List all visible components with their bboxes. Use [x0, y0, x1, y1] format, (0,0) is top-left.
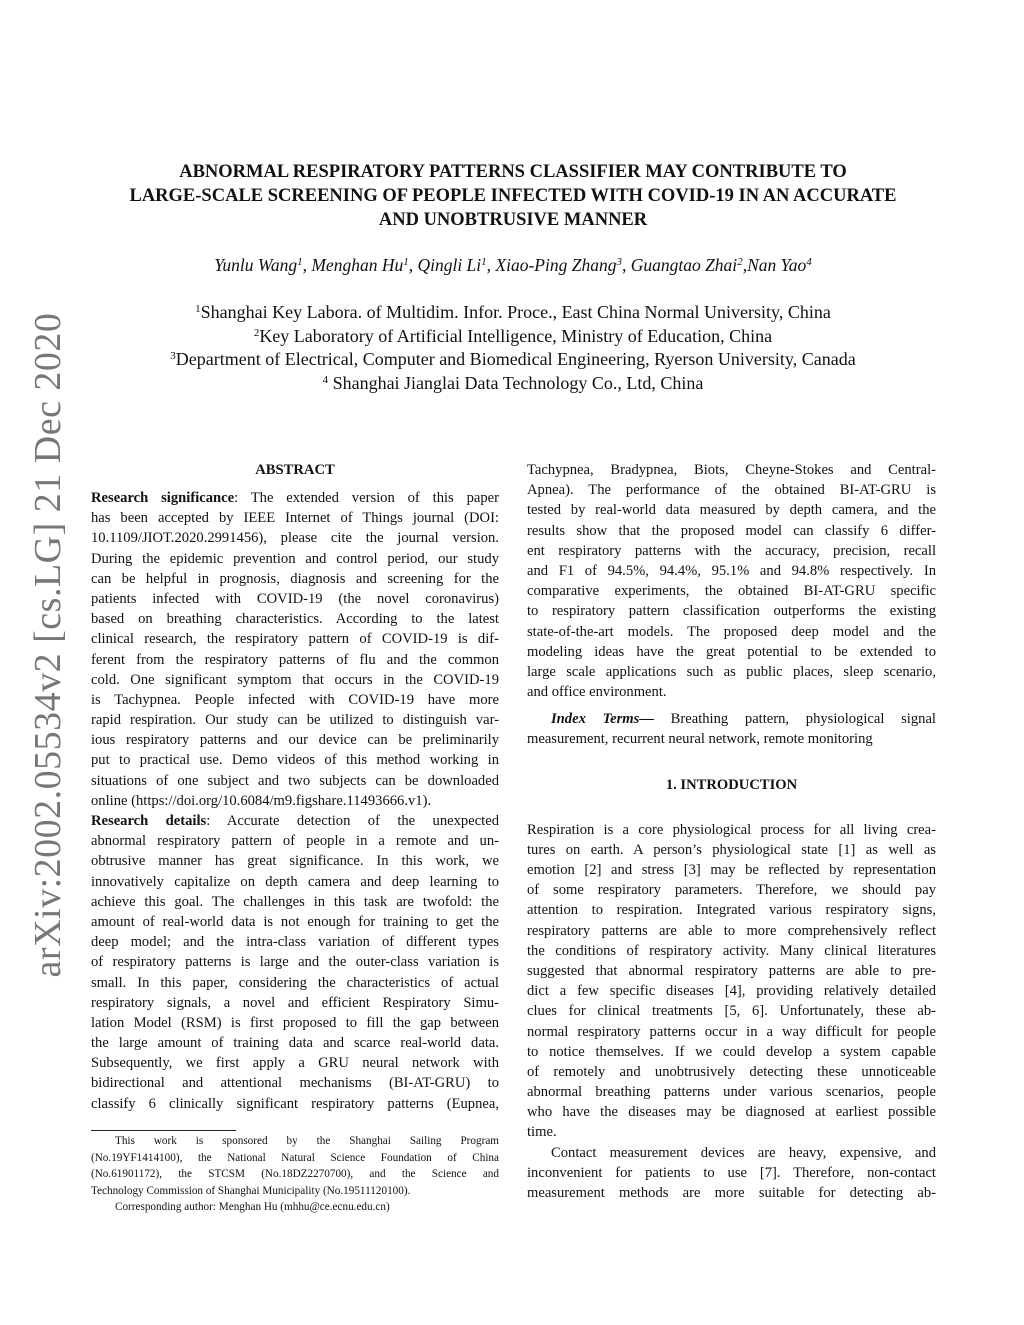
- text-line: suggested that abnormal respiratory patterns are able to pre-: [527, 962, 936, 979]
- text-line: tested by real-world data measured by depth camera, and the: [527, 502, 936, 519]
- author-name: Nan Yao: [747, 255, 807, 275]
- text-line: situations of one subject and two subjects can be downloaded: [91, 772, 499, 789]
- text-line: attention to respiration. Integrated various respiratory signs,: [527, 902, 936, 919]
- author-name: Menghan Hu: [311, 255, 404, 275]
- text-line: large scale applications such as public places, sleep scenario,: [527, 663, 936, 680]
- footnote-line: (No.19YF1414100), the National Natural Science Foundation of China: [91, 1151, 499, 1164]
- text-line: inconvenient for patients to use [7]. Therefore, non-contact: [527, 1164, 936, 1181]
- abstract-significance: [91, 488, 499, 811]
- text-line: to respiratory pattern classification outperforms the existing: [527, 603, 936, 620]
- introduction-paragraph-1: [527, 820, 936, 1143]
- text-line: modeling ideas have the great potential to be extended to: [527, 643, 936, 660]
- affiliation-text: Department of Electrical, Computer and Biomedical Engineering, Ryerson University, Canada: [175, 349, 856, 369]
- text-line: dict a few specific diseases [4], providing relatively detailed: [527, 983, 936, 1000]
- text-line: Apnea). The performance of the obtained BI-AT-GRU is: [527, 482, 936, 499]
- text-line: normal respiratory patterns occur in a way difficult for people: [527, 1023, 936, 1040]
- author-affil-mark: 4: [806, 256, 812, 268]
- significance-label: Research significance: [91, 490, 235, 506]
- text-line: based on breathing characteristics. According to the latest: [91, 611, 499, 628]
- title-line: AND UNOBTRUSIVE MANNER: [378, 210, 648, 230]
- introduction-paragraph-2: [527, 1143, 936, 1204]
- author-affil-mark: 2: [737, 256, 743, 268]
- introduction-heading: 1. INTRODUCTION: [665, 776, 798, 793]
- author-affil-mark: 1: [481, 256, 487, 268]
- text-line: to notice themselves. If we could develop a system capable: [527, 1043, 936, 1060]
- text-line: measurement, recurrent neural network, remote monitoring: [527, 731, 873, 748]
- text-line: and F1 of 94.5%, 94.4%, 95.1% and 94.8% respectively. In: [527, 562, 936, 579]
- affiliation: [80, 372, 946, 396]
- footnote-line: This work is sponsored by the Shanghai Sailing Program: [115, 1135, 499, 1147]
- text-line: of some respiratory parameters. Therefore, we should pay: [527, 882, 936, 899]
- text-line: abnormal breathing patterns under various scenarios, people: [527, 1084, 936, 1101]
- author-separator: ,: [408, 255, 418, 275]
- text-line: ious respiratory patterns and our device can be preliminarily: [91, 732, 499, 749]
- text-line: and office environment.: [527, 684, 667, 701]
- text-line: can be helpful in prognosis, diagnosis and screening for the: [91, 570, 499, 587]
- author-separator: ,: [302, 255, 312, 275]
- text-line: [91, 811, 499, 831]
- text-line: the large amount of training data and scarce real-world data.: [91, 1035, 499, 1052]
- text-line: clinical research, the respiratory pattern of COVID-19 is dif-: [91, 631, 499, 648]
- abstract-details: [91, 811, 499, 1114]
- text-line: ent respiratory patterns with the accuracy, precision, recall: [527, 542, 936, 559]
- text-line: amount of real-world data is not enough for training to get the: [91, 913, 499, 930]
- text-line: respiratory signals, a novel and efficient Respiratory Simu-: [91, 994, 499, 1011]
- text-span: : Accurate detection of the unexpected: [206, 813, 500, 829]
- index-terms: [527, 709, 936, 749]
- details-label: Research details: [91, 813, 207, 829]
- paper-title: [80, 160, 946, 232]
- text-line: deep model; and the intra-class variation of different types: [91, 934, 499, 951]
- text-span: : The extended version of this paper: [234, 490, 499, 506]
- text-line: Tachypnea, Bradypnea, Biots, Cheyne-Stokes and Central-: [527, 462, 936, 478]
- text-line: achieve this goal. The challenges in this task are twofold: the: [91, 893, 499, 910]
- text-line: lation Model (RSM) is first proposed to fill the gap between: [91, 1014, 499, 1031]
- text-line: emotion [2] and stress [3] may be reflected by representation: [527, 862, 936, 878]
- text-line: results show that the proposed model can classify 6 differ-: [527, 522, 936, 539]
- text-line: of respiratory patterns is large and the outer-class variation is: [91, 954, 499, 971]
- author-name: Qingli Li: [417, 255, 482, 275]
- affiliation: [80, 325, 946, 349]
- affiliation: [80, 301, 946, 325]
- text-line: innovatively capitalize on depth camera and deep learning to: [91, 873, 499, 890]
- index-terms-label: Index Terms—: [551, 711, 654, 728]
- text-line: small. In this paper, considering the characteristics of actual: [91, 974, 499, 991]
- author-name: Xiao-Ping Zhang: [495, 255, 617, 275]
- text-line: Subsequently, we first apply a GRU neural network with: [91, 1055, 499, 1072]
- text-span: Breathing pattern, physiological signal: [653, 711, 936, 728]
- left-column: [91, 460, 499, 1114]
- text-line: measurement methods are more suitable for detecting ab-: [527, 1185, 936, 1201]
- text-line: who have the diseases may be diagnosed at earliest possible: [527, 1104, 936, 1121]
- author-separator: ,: [621, 255, 631, 275]
- text-line: time.: [527, 1124, 557, 1141]
- author-affil-mark: 1: [403, 256, 409, 268]
- text-line: the conditions of respiratory activity. Many clinical literatures: [527, 942, 936, 959]
- text-line: classify 6 clinically significant respiratory patterns (Eupnea,: [91, 1095, 499, 1112]
- text-line: put to practical use. Demo videos of this method working in: [91, 752, 499, 769]
- text-line: During the epidemic prevention and control period, our study: [91, 550, 499, 567]
- footnote: [91, 1130, 499, 1216]
- text-line: state-of-the-art models. The proposed deep model and the: [527, 623, 936, 640]
- title-line: LARGE-SCALE SCREENING OF PEOPLE INFECTED WITH COVID-19 IN AN ACCURATE: [129, 186, 897, 206]
- author-list: [80, 255, 946, 276]
- text-line: obtrusive manner has great significance. In this work, we: [91, 853, 499, 870]
- text-line: [91, 488, 499, 508]
- text-line: tures on earth. A person’s physiological state [1] as well as: [527, 841, 936, 858]
- affiliation-mark: 4: [322, 373, 329, 386]
- text-line: is Tachypnea. People infected with COVID-19 have more: [91, 691, 499, 708]
- arxiv-sidebar: [18, 312, 78, 978]
- text-line: cold. One significant symptom that occurs in the COVID-19: [91, 671, 499, 688]
- text-line: Contact measurement devices are heavy, expensive, and: [551, 1144, 936, 1161]
- text-line: 10.1109/JIOT.2020.2991456), please cite the journal version.: [91, 530, 499, 547]
- text-line: respiratory patterns are able to more comprehensively reflect: [527, 922, 936, 939]
- text-line: rapid respiration. Our study can be utilized to distinguish var-: [91, 712, 499, 729]
- text-line: has been accepted by IEEE Internet of Things journal (DOI:: [91, 510, 499, 527]
- arxiv-identifier: arXiv:2002.05534v2 [cs.LG] 21 Dec 2020: [27, 312, 69, 978]
- affiliation-text: Shanghai Jianglai Data Technology Co., Ltd, China: [328, 372, 704, 393]
- right-column: [527, 460, 936, 1203]
- author-affil-mark: 3: [616, 256, 622, 268]
- text-line: ferent from the respiratory patterns of flu and the common: [91, 651, 499, 668]
- text-line: online (https://doi.org/10.6084/m9.figshare.11493666.v1).: [91, 792, 432, 809]
- text-line: bidirectional and attentional mechanisms (BI-AT-GRU) to: [91, 1075, 499, 1092]
- text-line: of remotely and unobtrusively detecting these unnoticeable: [527, 1063, 936, 1080]
- title-line: ABNORMAL RESPIRATORY PATTERNS CLASSIFIER MAY CONTRIBUTE TO: [179, 162, 847, 182]
- author-affil-mark: 1: [297, 256, 303, 268]
- author-separator: ,: [742, 255, 748, 275]
- footnote-rule: [91, 1130, 236, 1131]
- text-line: abnormal respiratory pattern of people in a remote and un-: [91, 833, 499, 850]
- corresponding-author: Corresponding author: Menghan Hu (mhhu@ce.ecnu.edu.cn): [115, 1201, 390, 1213]
- footnote-line: (No.61901172), the STCSM (No.18DZ2270700), and the Science and: [91, 1168, 499, 1180]
- affiliation: [80, 348, 946, 372]
- affiliation-mark: 3: [170, 350, 176, 362]
- text-line: patients infected with COVID-19 (the novel coronavirus): [91, 590, 499, 607]
- affiliation-mark: 1: [195, 303, 201, 315]
- affiliation-text: Shanghai Key Labora. of Multidim. Infor. Proce., East China Normal University, China: [200, 302, 831, 322]
- affiliation-mark: 2: [253, 326, 260, 339]
- text-line: clues for clinical treatments [5, 6]. Unfortunately, these ab-: [527, 1003, 936, 1020]
- affiliation-list: [80, 301, 946, 395]
- abstract-heading: ABSTRACT: [255, 462, 335, 478]
- footnote-line: Technology Commission of Shanghai Municipality (No.19511120100).: [91, 1184, 411, 1197]
- abstract-continued: [527, 460, 936, 702]
- author-name: Guangtao Zhai: [630, 255, 738, 275]
- affiliation-text: Key Laboratory of Artificial Intelligence, Ministry of Education, China: [259, 325, 773, 346]
- text-line: Respiration is a core physiological process for all living crea-: [527, 821, 936, 838]
- text-line: [527, 709, 936, 729]
- author-name: Yunlu Wang: [214, 255, 298, 275]
- author-separator: ,: [486, 255, 496, 275]
- text-line: comparative experiments, the obtained BI-AT-GRU specific: [527, 583, 936, 600]
